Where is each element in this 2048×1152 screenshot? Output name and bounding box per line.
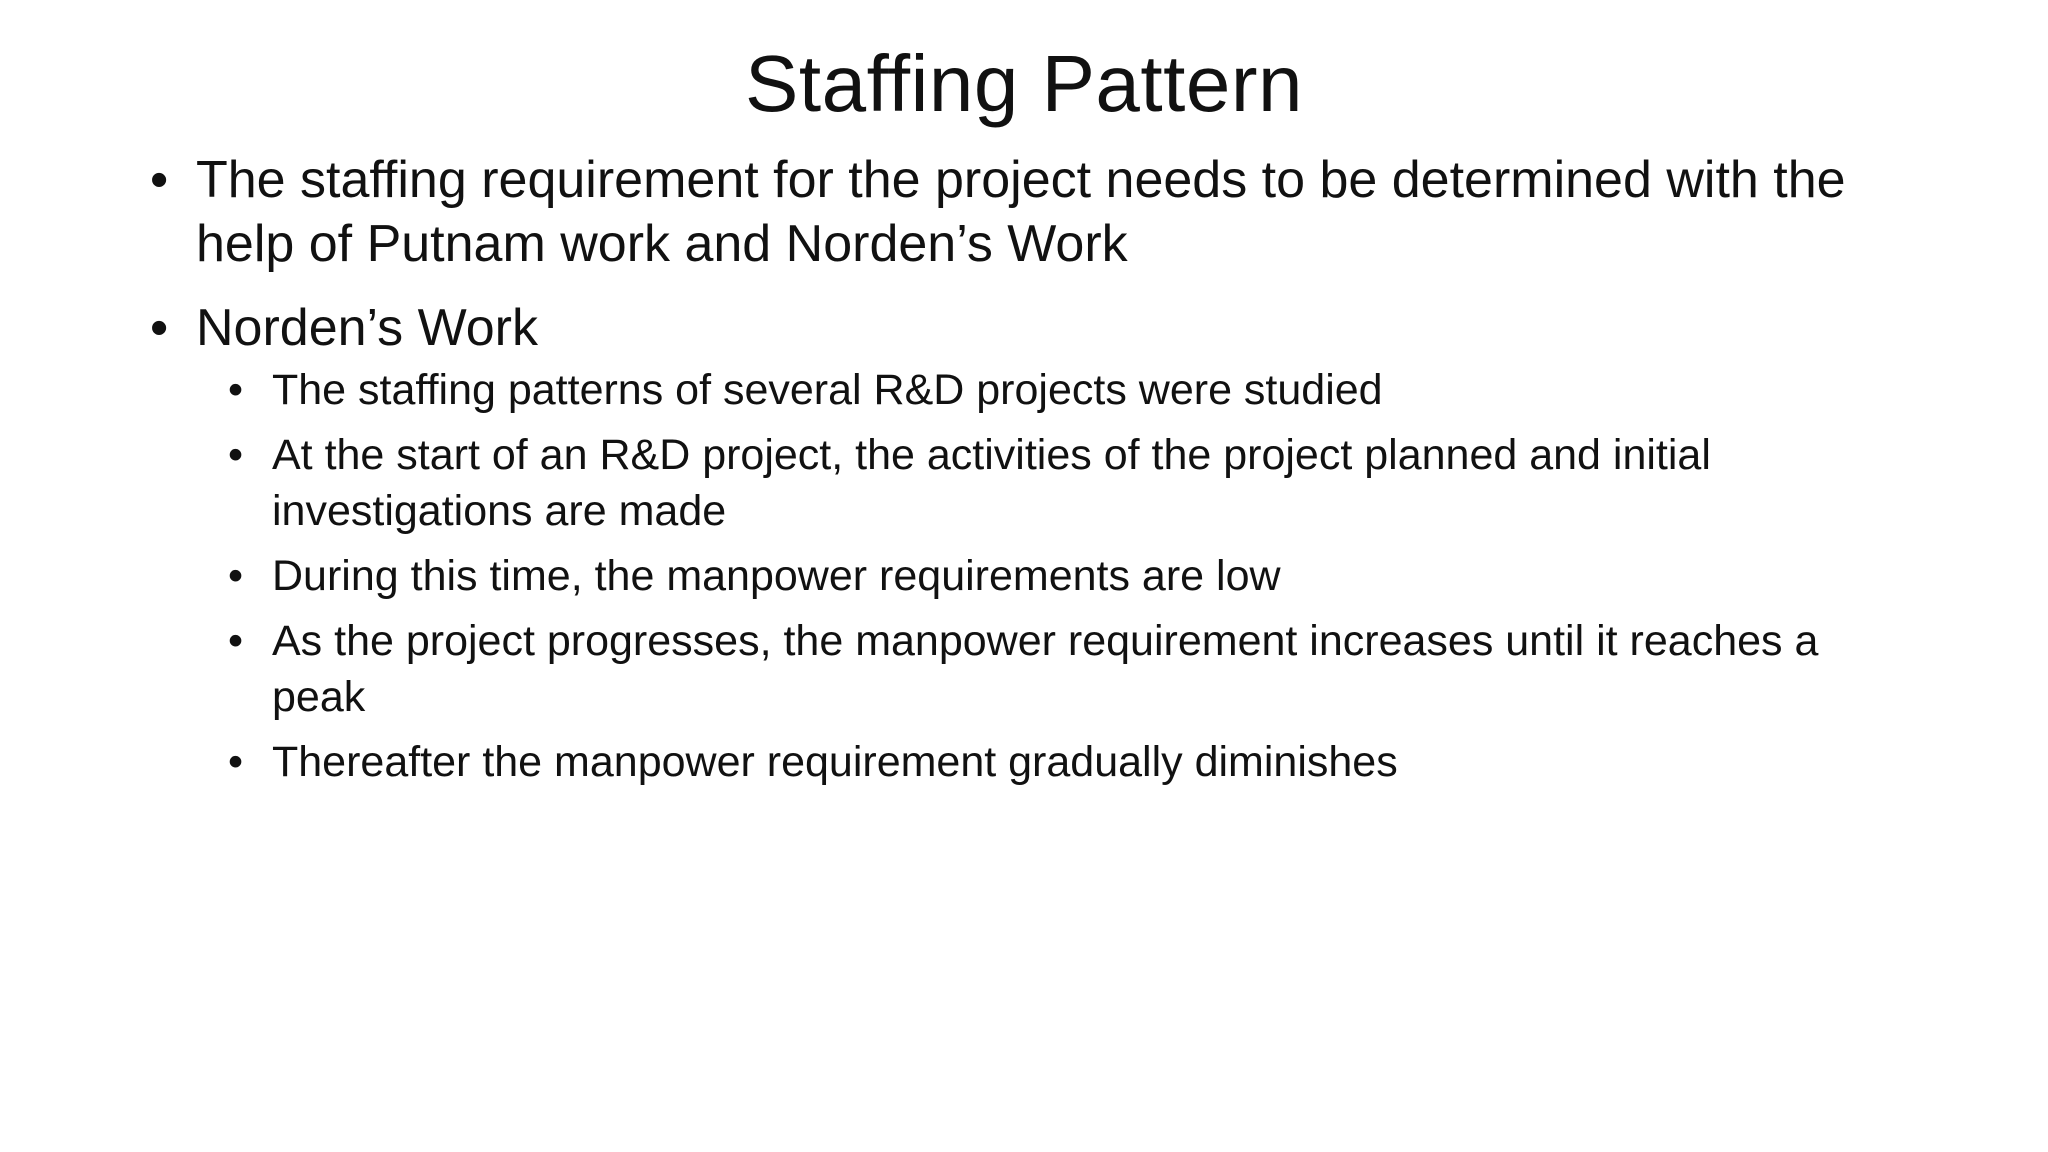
sub-bullet-item bbox=[228, 548, 1920, 604]
bullet-item bbox=[150, 148, 1920, 276]
slide-body bbox=[150, 148, 1920, 799]
sub-bullet-dot: • bbox=[228, 617, 244, 665]
sub-bullet-text: The staffing patterns of several R&D projects were studied bbox=[272, 366, 1383, 414]
sub-bullet-text: Thereafter the manpower requirement gradually diminishes bbox=[272, 738, 1398, 786]
sub-bullet-dot: • bbox=[228, 431, 244, 479]
bullet-dot: • bbox=[150, 151, 169, 209]
sub-bullet-text: At the start of an R&D project, the activities of the project planned and initial investigations are made bbox=[272, 431, 1711, 535]
sub-bullet-item bbox=[228, 362, 1920, 418]
bullet-text: The staffing requirement for the project needs to be determined with the help of Putnam work and Norden’s Work bbox=[196, 151, 1846, 273]
sub-bullet-dot: • bbox=[228, 738, 244, 786]
sub-bullet-item bbox=[228, 734, 1920, 790]
bullet-text: Norden’s Work bbox=[196, 299, 538, 357]
slide-title: Staffing Pattern bbox=[745, 39, 1303, 128]
sub-bullet-text: As the project progresses, the manpower requirement increases until it reaches a peak bbox=[272, 617, 1819, 721]
bullet-dot: • bbox=[150, 299, 169, 357]
sub-bullet-list bbox=[150, 362, 1920, 790]
bullet-item bbox=[150, 296, 1920, 360]
sub-bullet-dot: • bbox=[228, 552, 244, 600]
sub-bullet-item bbox=[228, 427, 1920, 539]
sub-bullet-text: During this time, the manpower requirements are low bbox=[272, 552, 1281, 600]
sub-bullet-item bbox=[228, 613, 1920, 725]
sub-bullet-dot: • bbox=[228, 366, 244, 414]
